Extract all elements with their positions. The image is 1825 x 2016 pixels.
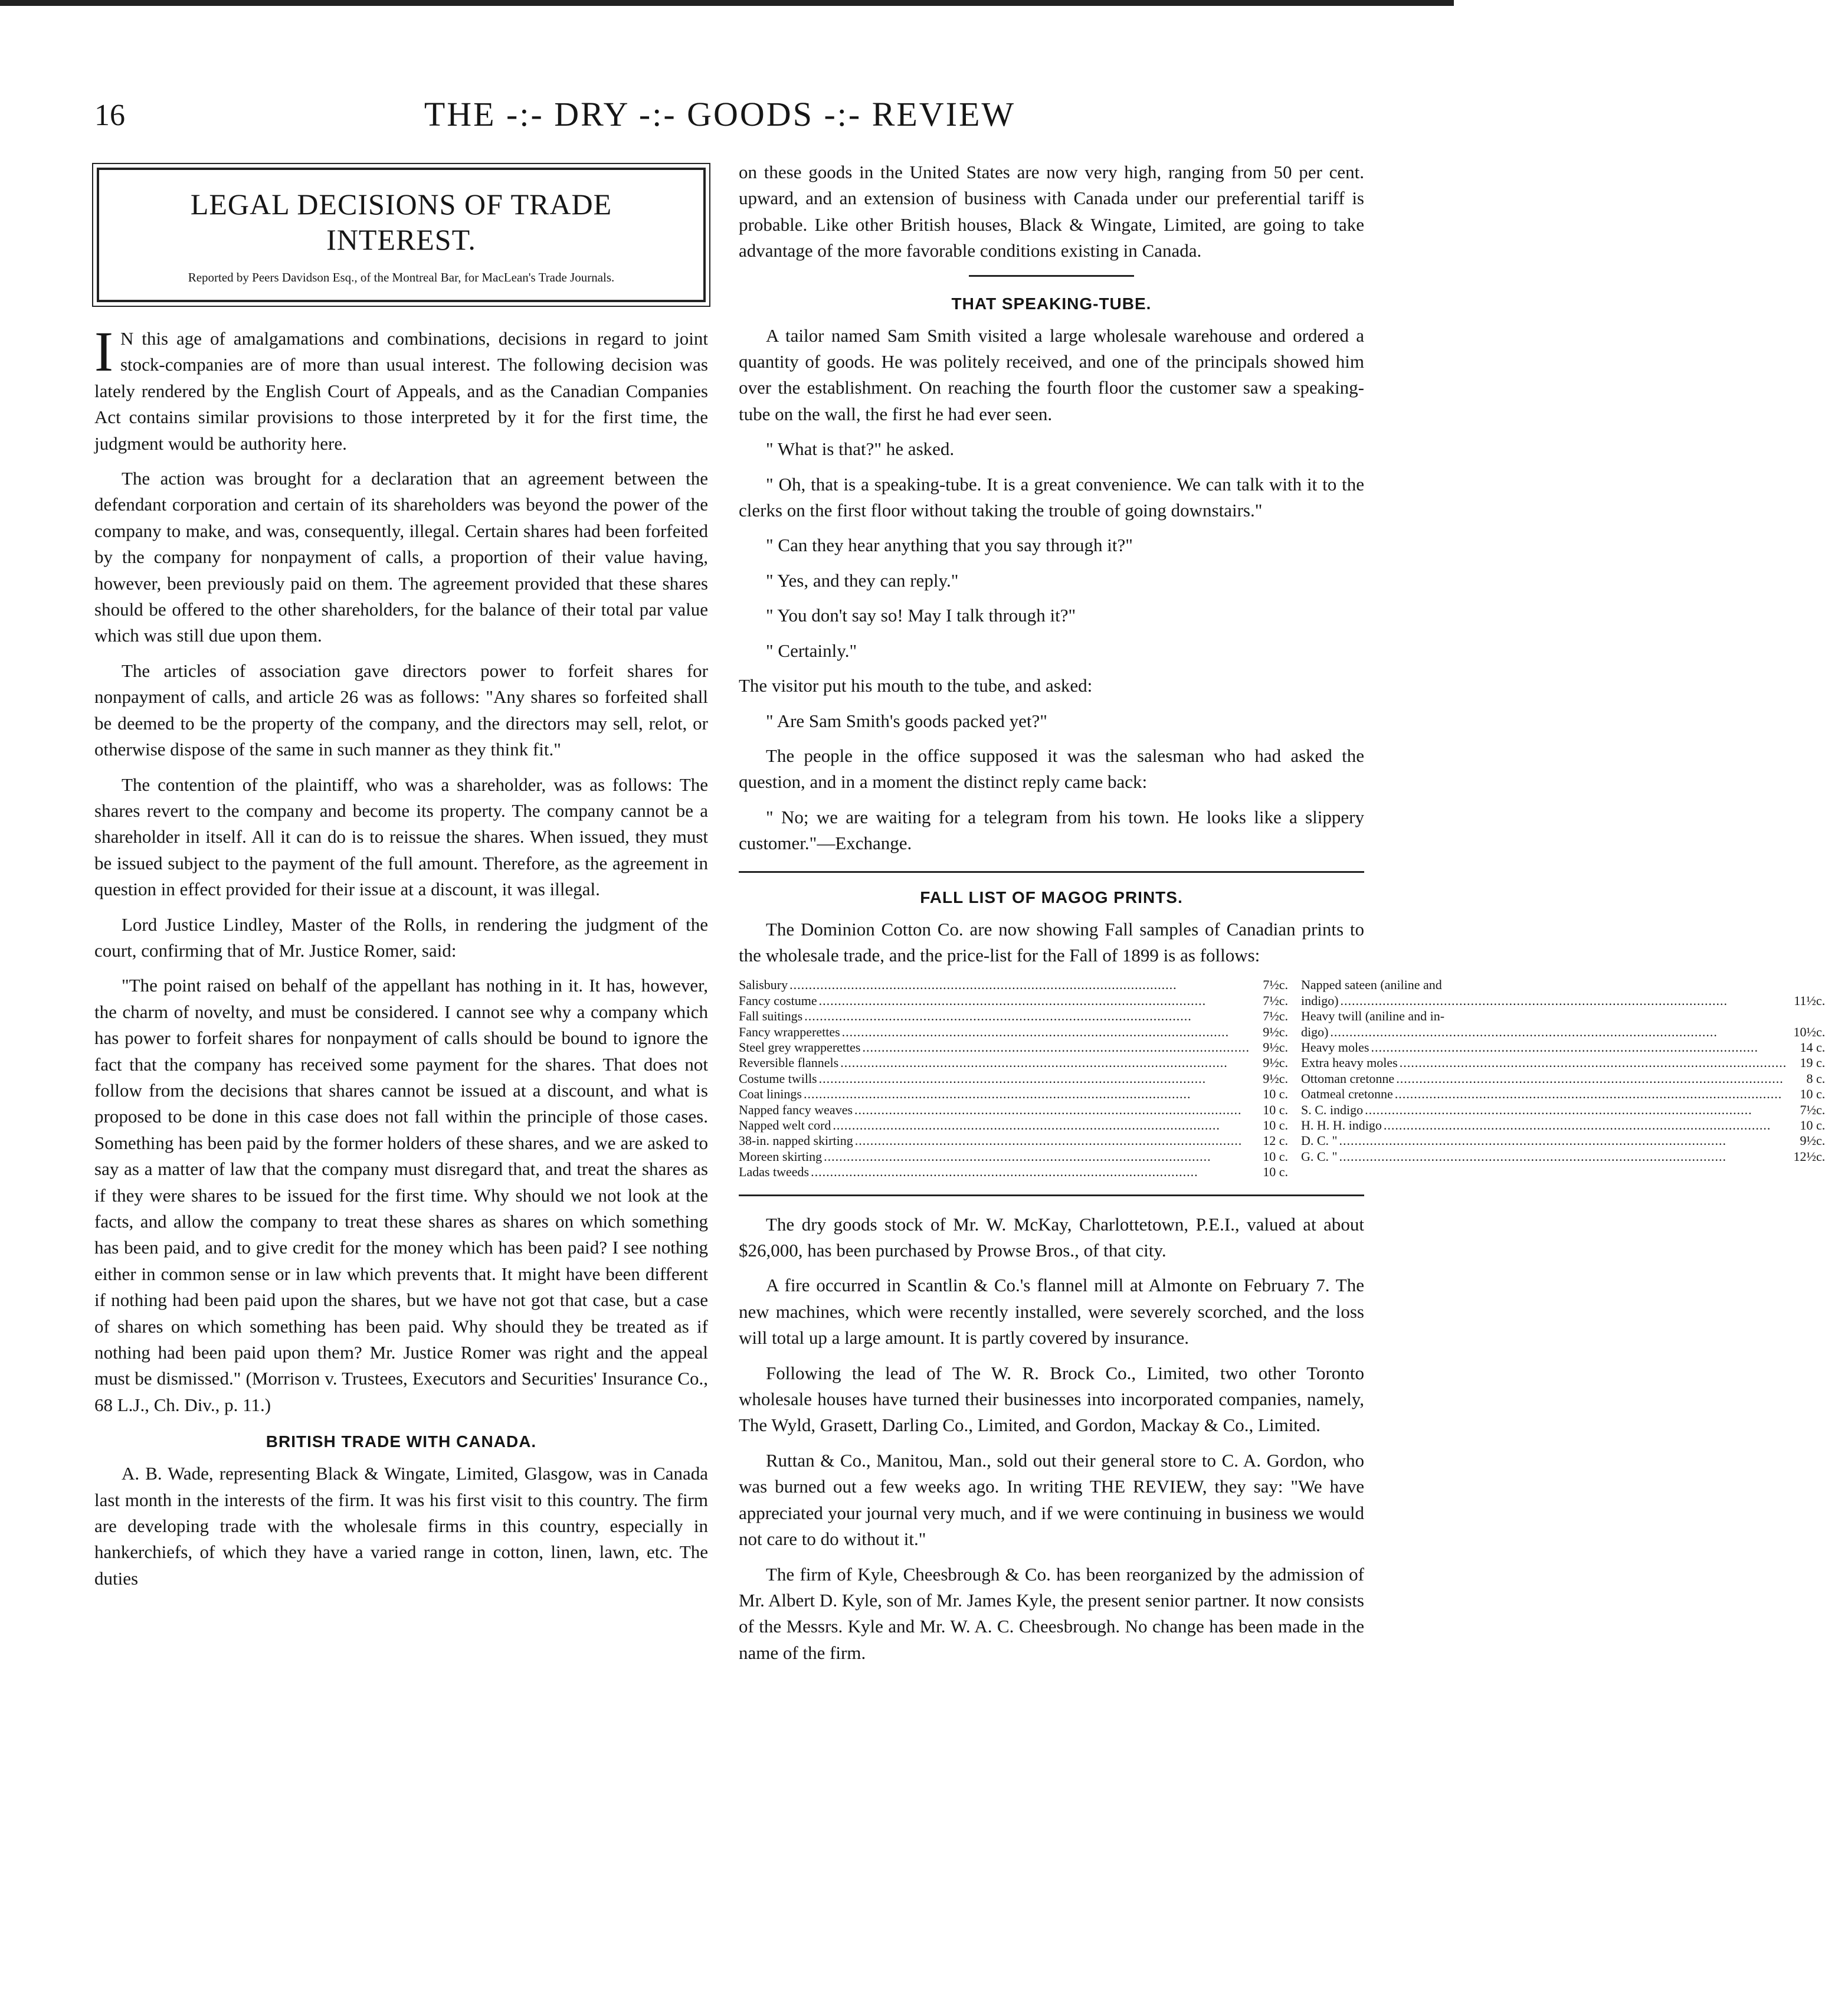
dot-leader	[853, 1133, 1251, 1148]
price-row	[739, 1071, 1288, 1086]
price-row	[1301, 1040, 1825, 1055]
price-item: Reversible flannels	[739, 1055, 839, 1071]
tube-paragraph-11: " No; we are waiting for a telegram from his town. He looks like a slippery customer."—Exchange.	[739, 806, 1364, 854]
dot-leader	[822, 1149, 1251, 1164]
price-item: Ladas tweeds	[739, 1164, 810, 1180]
price-item: Steel grey wrapperettes	[739, 1039, 861, 1055]
price-row	[1301, 1086, 1825, 1102]
price-item: 38-in. napped skirting	[739, 1133, 853, 1148]
notes-paragraph-5: The firm of Kyle, Cheesbrough & Co. has been reorganized by the admission of Mr. Albert D. Kyle, son of Mr. James Kyle, the present senior partner. It now consists of the Messrs. Kyle and Mr. W. A. C. Cheesbrough. No change has been made in the name of the firm.	[739, 1563, 1364, 1663]
price-value: 10 c.	[1263, 1086, 1288, 1102]
legal-paragraph-3: The articles of association gave directors power to forfeit shares for nonpayment of calls, and article 26 was as follows: "Any shares so forfeited shall be deemed to be the property of the company, and the directors may sell, relot, or otherwise dispose of the same in such manner as they think fit."	[94, 660, 708, 760]
price-value: 14 c.	[1800, 1039, 1825, 1055]
dot-leader	[802, 1086, 1251, 1102]
price-row	[1301, 993, 1825, 1009]
price-value: 10 c.	[1263, 1118, 1288, 1133]
page-number: 16	[94, 99, 125, 132]
dot-leader	[853, 1102, 1251, 1118]
price-value: 10 c.	[1800, 1086, 1825, 1102]
price-row	[739, 1040, 1288, 1055]
tube-paragraph-4: " Can they hear anything that you say through it?"	[766, 535, 1133, 556]
dot-leader	[860, 1040, 1251, 1055]
price-item: Fall suitings	[739, 1009, 803, 1024]
price-item: Heavy twill (aniline and in-	[1300, 1009, 1445, 1024]
drop-cap: I	[94, 320, 113, 383]
price-row	[1301, 1025, 1825, 1040]
price-value: 10 c.	[1263, 1164, 1288, 1180]
section-divider	[739, 1194, 1364, 1196]
price-value: 19 c.	[1800, 1055, 1825, 1071]
price-item: Fancy wrapperettes	[739, 1024, 840, 1039]
notes-paragraph-4: Ruttan & Co., Manitou, Man., sold out their general store to C. A. Gordon, who was burned out a few weeks ago. In writing THE REVIEW, they say: "We have appreciated your journal very much, and if we were continuing in business we would not care to do without it."	[739, 1449, 1364, 1550]
notes-paragraph-3: Following the lead of The W. R. Brock Co., Limited, two other Toronto wholesale houses have turned their businesses into incorporated companies, namely, The Wyld, Grasett, Darling Co., Limited, and Gordon, Mackay & Co., Limited.	[739, 1362, 1364, 1436]
tube-paragraph-10: The people in the office supposed it was the salesman who had asked the question, and in a moment the distinct reply came back:	[739, 745, 1364, 793]
tube-paragraph-3: " Oh, that is a speaking-tube. It is a great convenience. We can talk with it to the clerks on the first floor without taking the trouble of going downstairs."	[739, 473, 1364, 521]
price-item: S. C. indigo	[1300, 1102, 1364, 1117]
price-row	[739, 1164, 1288, 1180]
legal-title: LEGAL DECISIONS OF TRADE INTEREST.	[190, 188, 612, 256]
dot-leader	[1328, 1025, 1788, 1040]
price-value: 10 c.	[1263, 1148, 1288, 1164]
running-head-title: THE -:- DRY -:- GOODS -:- REVIEW	[424, 95, 1016, 133]
price-row	[1301, 1118, 1825, 1133]
price-item: Napped welt cord	[739, 1118, 831, 1133]
dot-leader	[802, 1009, 1251, 1024]
price-value: 10 c.	[1800, 1118, 1825, 1133]
dot-leader	[809, 1164, 1251, 1180]
price-item: Moreen skirting	[739, 1148, 823, 1164]
legal-paragraph-1-text: N this age of amalgamations and combinations, decisions in regard to joint stock-companies are of more than usual interest. The following decision was lately rendered by the English Court of Appeals, and as the Canadian Companies Act contains similar provisions to those interpreted by it for the first time, the judgment would be authority here.	[94, 328, 708, 454]
dot-leader	[1398, 1055, 1789, 1071]
tube-paragraph-2: " What is that?" he asked.	[766, 438, 955, 460]
price-value: 9½c.	[1263, 1039, 1288, 1055]
price-item: Costume twills	[739, 1071, 817, 1086]
price-item: Napped fancy weaves	[739, 1102, 853, 1117]
price-value: 7½c.	[1263, 993, 1288, 1008]
price-value: 9½c.	[1263, 1055, 1288, 1071]
dot-leader	[1339, 993, 1789, 1009]
tube-paragraph-1: A tailor named Sam Smith visited a large wholesale warehouse and ordered a quantity of goods. He was politely received, and one of the principals showed him over the establishment. On reaching the fourth floor the customer saw a speaking-tube on the wall, the first he had ever seen.	[739, 325, 1364, 424]
price-item: Heavy moles	[1300, 1039, 1369, 1055]
price-list	[739, 977, 1825, 1180]
tube-paragraph-6: " You don't say so! May I talk through it?"	[766, 605, 1076, 626]
dot-leader	[1382, 1118, 1788, 1133]
price-item: digo)	[1300, 1024, 1329, 1039]
tube-paragraph-7: " Certainly."	[766, 640, 857, 661]
price-row	[1301, 977, 1825, 993]
price-value: 9½c.	[1263, 1024, 1288, 1039]
legal-paragraph-4: The contention of the plaintiff, who was a shareholder, was as follows: The shares revert to the company and become its property. The company cannot be a shareholder in itself. All it can do is to reissue the shares. When issued, they must be issued subject to the payment of the full amount. Therefore, as the agreement in question in effect provided for their issue at a discount, it was illegal.	[94, 774, 708, 900]
right-column	[739, 159, 1825, 1675]
price-row	[739, 977, 1288, 993]
top-border-line	[0, 0, 1454, 6]
price-item: Ottoman cretonne	[1300, 1071, 1395, 1086]
tube-heading: THAT SPEAKING-TUBE.	[951, 294, 1152, 313]
british-heading: BRITISH TRADE WITH CANADA.	[266, 1432, 537, 1451]
price-row	[1301, 1102, 1825, 1118]
price-row	[739, 1133, 1288, 1148]
dot-leader	[1338, 1149, 1789, 1164]
price-row	[739, 1025, 1288, 1040]
price-value: 7½c.	[1263, 1009, 1288, 1024]
price-value: 11½c.	[1794, 993, 1825, 1008]
magog-paragraph-1: The Dominion Cotton Co. are now showing Fall samples of Canadian prints to the wholesale trade, and the price-list for the Fall of 1899 is as follows:	[739, 918, 1364, 966]
price-value: 10 c.	[1263, 1102, 1288, 1117]
price-value: 10½c.	[1793, 1024, 1825, 1039]
notes-paragraph-2: A fire occurred in Scantlin & Co.'s flannel mill at Almonte on February 7. The new machines, which were recently installed, were severely scorched, and the loss will total up a large amount. It is partly covered by insurance.	[739, 1275, 1364, 1349]
price-item: Salisbury	[739, 977, 788, 993]
dot-leader	[1394, 1071, 1788, 1086]
dot-leader	[840, 1025, 1251, 1040]
price-item: Extra heavy moles	[1300, 1055, 1398, 1071]
notes-paragraph-1: The dry goods stock of Mr. W. McKay, Charlottetown, P.E.I., valued at about $26,000, has been purchased by Prowse Bros., of that city.	[739, 1213, 1364, 1261]
price-row	[1301, 1071, 1825, 1086]
dot-leader	[831, 1118, 1251, 1133]
price-item: indigo)	[1300, 993, 1339, 1008]
price-row	[1301, 1055, 1825, 1071]
legal-title-box	[97, 168, 706, 302]
price-item: Coat linings	[739, 1086, 802, 1102]
price-row	[739, 1009, 1288, 1024]
price-item: H. H. H. indigo	[1300, 1118, 1382, 1133]
left-column	[94, 159, 708, 1601]
dot-leader	[1393, 1086, 1788, 1102]
section-divider	[739, 871, 1364, 873]
legal-paragraph-1	[94, 320, 708, 457]
british-paragraph-1: A. B. Wade, representing Black & Wingate, Limited, Glasgow, was in Canada last month in the interests of the firm. It was his first visit to this country. The firm are developing trade with the wholesale firms in this country, especially in hankerchiefs, of which they have a varied range in cotton, linen, lawn, etc. The duties	[94, 1463, 708, 1589]
price-row	[739, 1118, 1288, 1133]
price-row	[1301, 1133, 1825, 1148]
price-row	[739, 1149, 1288, 1164]
price-value: 8 c.	[1806, 1071, 1825, 1086]
price-item: D. C. "	[1300, 1133, 1338, 1148]
dot-leader	[1369, 1040, 1788, 1055]
british-paragraph-2: on these goods in the United States are now very high, ranging from 50 per cent. upward, and an extension of business with Canada under our preferential tariff is probable. Like other British houses, Black & Wingate, Limited, are going to take advantage of the more favorable conditions existing in Canada.	[739, 162, 1364, 261]
legal-paragraph-5: Lord Justice Lindley, Master of the Rolls, in rendering the judgment of the court, confirming that of Mr. Justice Romer, said:	[94, 914, 708, 961]
legal-paragraph-6: "The point raised on behalf of the appellant has nothing in it. It has, however, the charm of novelty, and must be considered. I cannot see why a company which has power to forfeit shares for nonpayment of calls should be bound to ignore the fact that the company has received some payment for the shares. That does not follow from the decisions that shares cannot be issued at a discount, and what is proposed to be done in this case does not fall within the principle of those cases. Something has been paid by the former holders of these shares, and we are asked to say as a matter of law that the company must disregard that, and treat the shares as if they were shares to be issued for the first time. Why should we not look at the facts, and allow the company to treat these shares as shares on which something has been paid, and to give credit for the money which has been paid? I see nothing either in common sense or in law which prevents that. It might have been different if nothing had been paid upon the shares, but we have not got that case, but a case of shares on which something has been paid. Why should they be treated as if nothing had been paid upon them? Mr. Justice Romer was right and the appeal must be dismissed." (Morrison v. Trustees, Executors and Securities' Insurance Co., 68 L.J., Ch. Div., p. 11.)	[94, 975, 708, 1415]
price-list-left	[739, 977, 1288, 1180]
dot-leader	[1363, 1102, 1788, 1118]
tube-paragraph-8: The visitor put his mouth to the tube, and asked:	[739, 675, 1093, 696]
price-value: 9½c.	[1800, 1133, 1825, 1148]
legal-credit: Reported by Peers Davidson Esq., of the Montreal Bar, for MacLean's Trade Journals.	[188, 270, 615, 284]
dot-leader	[817, 1071, 1251, 1086]
price-value: 7½c.	[1263, 977, 1288, 993]
price-row	[739, 993, 1288, 1009]
dot-leader	[838, 1055, 1251, 1071]
price-list-right	[1301, 977, 1825, 1180]
dot-leader	[788, 977, 1251, 993]
section-rule	[969, 275, 1134, 277]
price-row	[739, 1086, 1288, 1102]
price-row	[739, 1102, 1288, 1118]
dot-leader	[817, 993, 1251, 1009]
price-value: 12 c.	[1263, 1133, 1288, 1148]
price-value: 12½c.	[1793, 1148, 1825, 1164]
price-value: 9½c.	[1263, 1071, 1288, 1086]
price-row	[1301, 1009, 1825, 1024]
price-value: 7½c.	[1800, 1102, 1825, 1117]
price-item: G. C. "	[1300, 1148, 1338, 1164]
dot-leader	[1338, 1133, 1789, 1148]
magog-heading: FALL LIST OF MAGOG PRINTS.	[920, 888, 1183, 906]
tube-paragraph-5: " Yes, and they can reply."	[766, 570, 959, 591]
price-item: Napped sateen (aniline and	[1300, 977, 1442, 993]
tube-paragraph-9: " Are Sam Smith's goods packed yet?"	[766, 710, 1047, 731]
price-item: Oatmeal cretonne	[1300, 1086, 1393, 1102]
legal-paragraph-2: The action was brought for a declaration that an agreement between the defendant corporation and certain of its shareholders was beyond the power of the company to make, and was, consequently, illegal. Certain shares had been forfeited by the company for nonpayment of calls, a proportion of their value having, however, been previously paid on them. The agreement provided that these shares should be offered to the other shareholders, for the balance of their total par value which was still due upon them.	[94, 468, 708, 646]
price-row	[1301, 1149, 1825, 1164]
price-row	[739, 1055, 1288, 1071]
price-item: Fancy costume	[739, 993, 817, 1008]
